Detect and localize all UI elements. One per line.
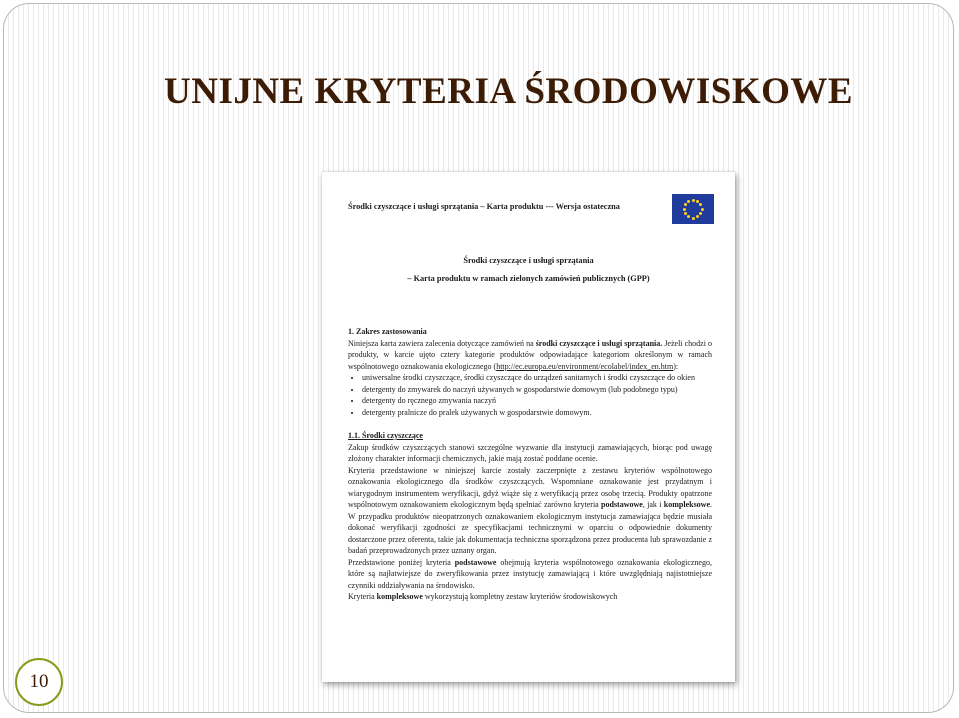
document-subtitle: – Karta produktu w ramach zielonych zamówień publicznych (GPP) — [407, 274, 650, 283]
paragraph: Kryteria kompleksowe wykorzystują kompletny zestaw kryteriów środowiskowych — [348, 592, 618, 601]
paragraph: Kryteria przedstawione w niniejszej karcie zostały zaczerpnięte z zestawu kryteriów wspólnotowego oznakowania ekologicznego dla środków czyszczących. Wspomniane oznakowanie jest przydatnym i wiarygodnym instrumentem weryfikacji, gdyż wiąże się z weryfikacją przez osobę trzecią. Produkty opatrzone wspólnotowym oznakowaniem ekologicznym będą spełniać zarówno kryteria podstawowe, jak i kompleksowe. W przypadku produktów nieopatrzonych oznakowaniem ekologicznym instytucja zamawiająca będzie musiała dokonać weryfikacji zgodności ze specyfikacjami technicznymi w oparciu o odpowiednie dokumenty dostarczone przez oferenta, takie jak dokumentacja techniczna sporządzona przez producenta lub sprawozdanie z badań przeprowadzonych przez uznany organ. — [348, 465, 713, 555]
flag-star — [696, 200, 699, 203]
page-number-badge: 10 — [15, 658, 63, 706]
flag-star — [684, 203, 687, 206]
eu-flag-icon — [672, 194, 714, 224]
flag-star — [692, 217, 695, 220]
list-item: • detergenty pralnicze do pralek używanych w gospodarstwie domowym. — [362, 407, 712, 419]
document-title: Środki czyszczące i usługi sprzątania — [463, 256, 594, 265]
paragraph: Zakup środków czyszczących stanowi szczególne wyzwanie dla instytucji zamawiających, biorąc pod uwagę złożony charakter informacji chemicznych, jakie mają zostać poddane ocenie. — [348, 442, 712, 463]
document-image — [322, 172, 735, 682]
flag-star — [687, 200, 690, 203]
flag-star — [699, 212, 702, 215]
slide — [3, 3, 954, 713]
slide-title: UNIJNE KRYTERIA ŚRODOWISKOWE — [164, 71, 854, 112]
flag-star — [692, 199, 695, 202]
section-intro: Niniejsza karta zawiera zalecenia dotyczące zamówień na środki czyszczące i usługi sprzątania. Jeżeli chodzi o produkty, w karcie ujęto cztery kategorie produktów odpowiadające kategoriom określonym w ramach wspólnotowego oznakowania ekologicznego (http://ec.europa.eu/environment/ecolabel/index_en.htm): — [348, 338, 712, 371]
flag-star — [701, 208, 704, 211]
paragraph: Przedstawione poniżej kryteria podstawowe obejmują kryteria wspólnotowego oznakowania ekologicznego, które są najłatwiejsze do zweryfikowania przez instytucję zamawiającą i które uwzględniają najistotniejsze czynniki oddziaływania na środowisko. — [348, 557, 712, 590]
category-list — [348, 372, 712, 418]
section-heading: 1. Zakres zastosowania — [348, 327, 427, 336]
flag-star — [696, 215, 699, 218]
list-item: • detergenty do ręcznego zmywania naczyń — [362, 395, 712, 407]
flag-star — [687, 215, 690, 218]
flag-star — [684, 212, 687, 215]
flag-star — [683, 208, 686, 211]
ecolabel-link: http://ec.europa.eu/environment/ecolabel/index_en.htm — [496, 361, 674, 371]
flag-star — [699, 203, 702, 206]
list-item: • detergenty do zmywarek do naczyń używanych w gospodarstwie domowym (lub podobnego typu) — [362, 384, 712, 396]
subsection-heading: 1.1. Środki czyszczące — [348, 431, 423, 440]
document-body — [348, 326, 712, 603]
document-header: Środki czyszczące i usługi sprzątania – Karta produktu --- Wersja ostateczna — [348, 202, 620, 211]
list-item: • uniwersalne środki czyszczące, środki czyszczące do urządzeń sanitarnych i środki czyszczące do okien — [362, 372, 712, 384]
